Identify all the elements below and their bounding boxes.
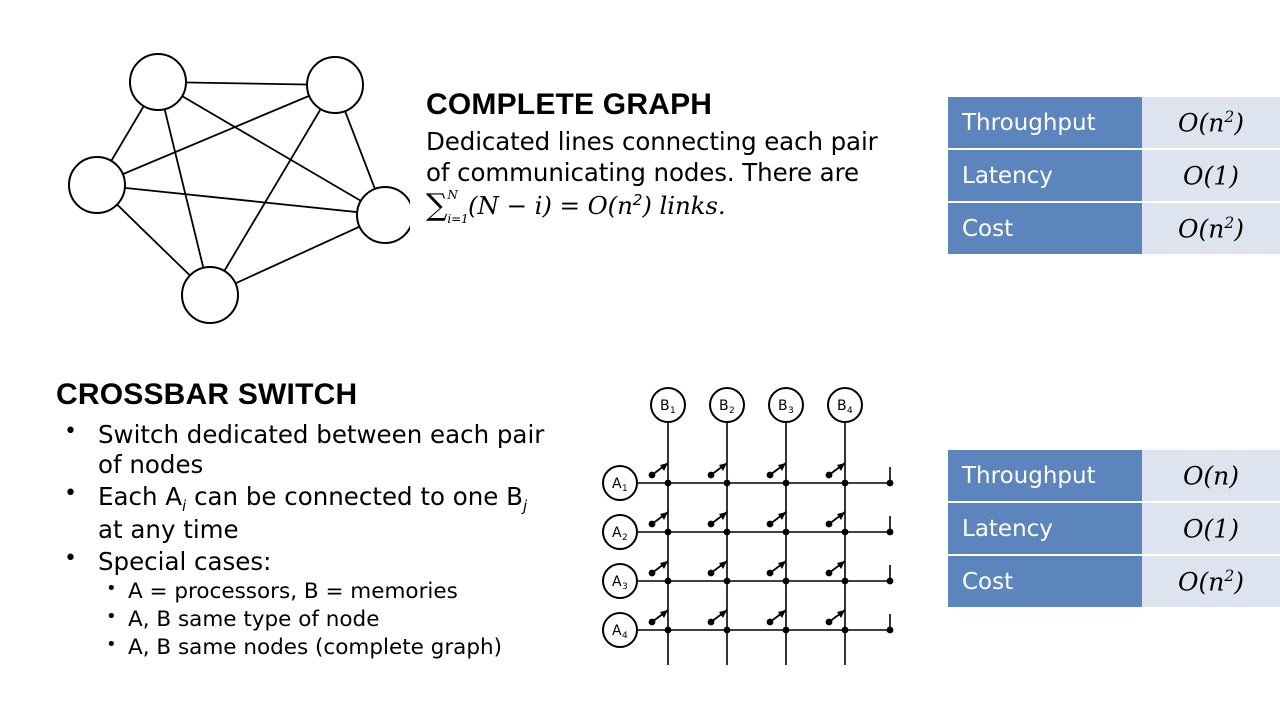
graph-nodes [69, 54, 410, 323]
crossbar-sub-list [98, 579, 616, 662]
complete-graph-body [426, 127, 926, 226]
graph-node [182, 267, 238, 323]
metric-value-exponent: 2 [1224, 566, 1235, 585]
row-node-label: A [612, 623, 622, 639]
summation-lower-limit: i=1 [447, 211, 469, 226]
crossbar-column-nodes [651, 388, 862, 422]
table-row [948, 555, 1280, 607]
metric-value-text: O(n [1178, 108, 1225, 138]
row-node-label: A [612, 574, 622, 590]
metric-value [1142, 450, 1280, 502]
bullet2-sub-i: i [182, 496, 187, 515]
formula-tail: ) links. [642, 190, 726, 220]
bullet1-line1: Switch dedicated between each pair [98, 420, 545, 449]
complete-graph-body-line1: Dedicated lines connecting each pair [426, 127, 878, 156]
formula-expression: (N − i) = O(n [468, 190, 633, 220]
metric-value-tail: ) [1234, 108, 1244, 138]
table-row [948, 202, 1280, 254]
metric-label: Cost [948, 555, 1142, 607]
graph-edges [97, 82, 385, 295]
complete-graph-metrics-table [948, 97, 1280, 254]
list-item: • A = processors, B = memories [98, 579, 616, 606]
column-node-sub: 2 [729, 406, 735, 416]
metric-value-tail: ) [1234, 567, 1244, 597]
metric-value [1142, 502, 1280, 555]
complete-graph-diagram [40, 30, 410, 330]
metric-value-text: O(1 [1183, 514, 1230, 544]
column-node-sub: 1 [670, 406, 676, 416]
crossbar-switch-diagram [590, 375, 920, 675]
crossbar-bullet-list [56, 420, 616, 662]
list-item: • A, B same nodes (complete graph) [98, 635, 616, 662]
metric-label: Cost [948, 202, 1142, 254]
metric-label: Latency [948, 149, 1142, 202]
metric-value-text: O(n [1182, 461, 1230, 491]
column-node-label: B [660, 398, 670, 414]
list-item: • A, B same type of node [98, 607, 616, 634]
bullet2-a: Each A [98, 481, 183, 511]
metric-value [1142, 149, 1280, 202]
summation-symbol: ∑ N i=1 [426, 187, 469, 226]
crossbar-metrics-table [948, 450, 1280, 607]
list-item [56, 482, 616, 545]
crossbar-row-nodes [603, 466, 637, 647]
crossbar-column-wires [668, 423, 845, 665]
metric-label: Throughput [948, 450, 1142, 502]
row-node-sub: 1 [622, 484, 628, 494]
bullet3-label: Special cases: [98, 547, 272, 577]
metric-label: Latency [948, 502, 1142, 555]
metric-value-tail: ) [1234, 214, 1244, 244]
metric-value-text: O(1 [1183, 161, 1230, 191]
crossbar-svg [590, 375, 920, 675]
crossbar-switch-points [649, 463, 894, 633]
summation-upper-limit: N [447, 187, 458, 202]
table-row [948, 450, 1280, 502]
row-node-sub: 2 [622, 533, 628, 543]
metric-value [1142, 97, 1280, 149]
complete-graph-body-line2: of communicating nodes. There are [426, 157, 859, 187]
column-node-label: B [719, 398, 729, 414]
row-node-label: A [612, 476, 622, 492]
row-node-sub: 4 [622, 631, 628, 641]
formula-exponent: 2 [632, 190, 643, 209]
column-node-label: B [837, 398, 847, 414]
graph-node [357, 187, 410, 243]
complete-graph-formula [426, 187, 926, 226]
metric-value-text: O(n [1178, 214, 1225, 244]
row-node-label: A [612, 525, 622, 541]
metric-value-exponent: 2 [1224, 107, 1235, 126]
complete-graph-svg [40, 30, 410, 330]
complete-graph-title: COMPLETE GRAPH [426, 88, 713, 121]
graph-node [307, 57, 363, 113]
bullet2-sub-j: j [522, 496, 528, 515]
list-item [56, 420, 616, 480]
graph-node [69, 157, 125, 213]
column-node-label: B [778, 398, 788, 414]
column-node-sub: 3 [788, 406, 794, 416]
metric-value-exponent: 2 [1224, 213, 1235, 232]
bullet1-line2: of nodes [98, 449, 204, 479]
crossbar-row-wires [638, 483, 890, 630]
graph-node [130, 54, 186, 110]
list-item [56, 547, 616, 662]
table-row [948, 502, 1280, 555]
metric-value-tail: ) [1229, 514, 1239, 544]
table-row [948, 97, 1280, 149]
complete-graph-text [426, 88, 926, 226]
metric-value-tail: ) [1229, 161, 1239, 191]
metric-value [1142, 555, 1280, 607]
metric-label: Throughput [948, 97, 1142, 149]
bullet2-line2: at any time [98, 515, 239, 545]
bullet2-b: can be connected to one B [186, 481, 523, 511]
metric-value-text: O(n [1178, 567, 1225, 597]
row-node-sub: 3 [622, 582, 628, 592]
crossbar-text [56, 378, 616, 664]
column-node-sub: 4 [847, 406, 853, 416]
metric-value-tail: ) [1229, 461, 1240, 491]
metric-value [1142, 202, 1280, 254]
table-row [948, 149, 1280, 202]
crossbar-title: CROSSBAR SWITCH [56, 378, 358, 411]
